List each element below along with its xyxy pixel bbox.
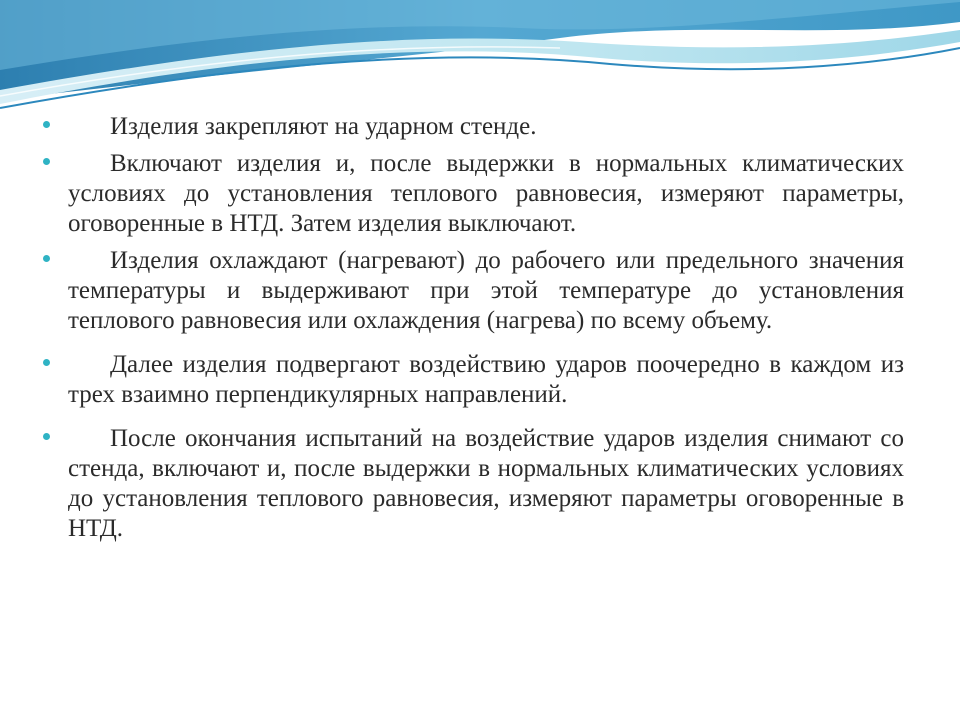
bullet-item — [0, 350, 960, 410]
bullet-text: Далее изделия подвергают воздействию ударов поочередно в каждом из трех взаимно перпендикулярных направлений. — [68, 351, 904, 408]
header-wave-decoration — [0, 0, 960, 130]
bullet-text: Изделия закрепляют на ударном стенде. — [110, 113, 537, 140]
bullet-dot-icon — [43, 359, 50, 366]
bullet-item — [0, 424, 960, 544]
bullet-list — [0, 112, 960, 551]
bullet-dot-icon — [43, 255, 50, 262]
bullet-item — [0, 112, 960, 142]
bullet-item — [0, 246, 960, 336]
bullet-dot-icon — [43, 433, 50, 440]
bullet-item — [0, 149, 960, 239]
bullet-text: Включают изделия и, после выдержки в нормальных климатических условиях до установления теплового равновесия, измеряют параметры, оговоренные в НТД. Затем изделия выключают. — [68, 150, 904, 237]
bullet-dot-icon — [43, 121, 50, 128]
bullet-text: Изделия охлаждают (нагревают) до рабочего или предельного значения температуры и выдерживают при этой температуре до установления теплового равновесия или охлаждения (нагрева) по всему объему. — [68, 247, 904, 334]
bullet-text: После окончания испытаний на воздействие ударов изделия снимают со стенда, включают и, после выдержки в нормальных климатических условиях до установления теплового равновесия, измеряют параметры оговоренные в НТД. — [68, 425, 904, 542]
bullet-dot-icon — [43, 158, 50, 165]
